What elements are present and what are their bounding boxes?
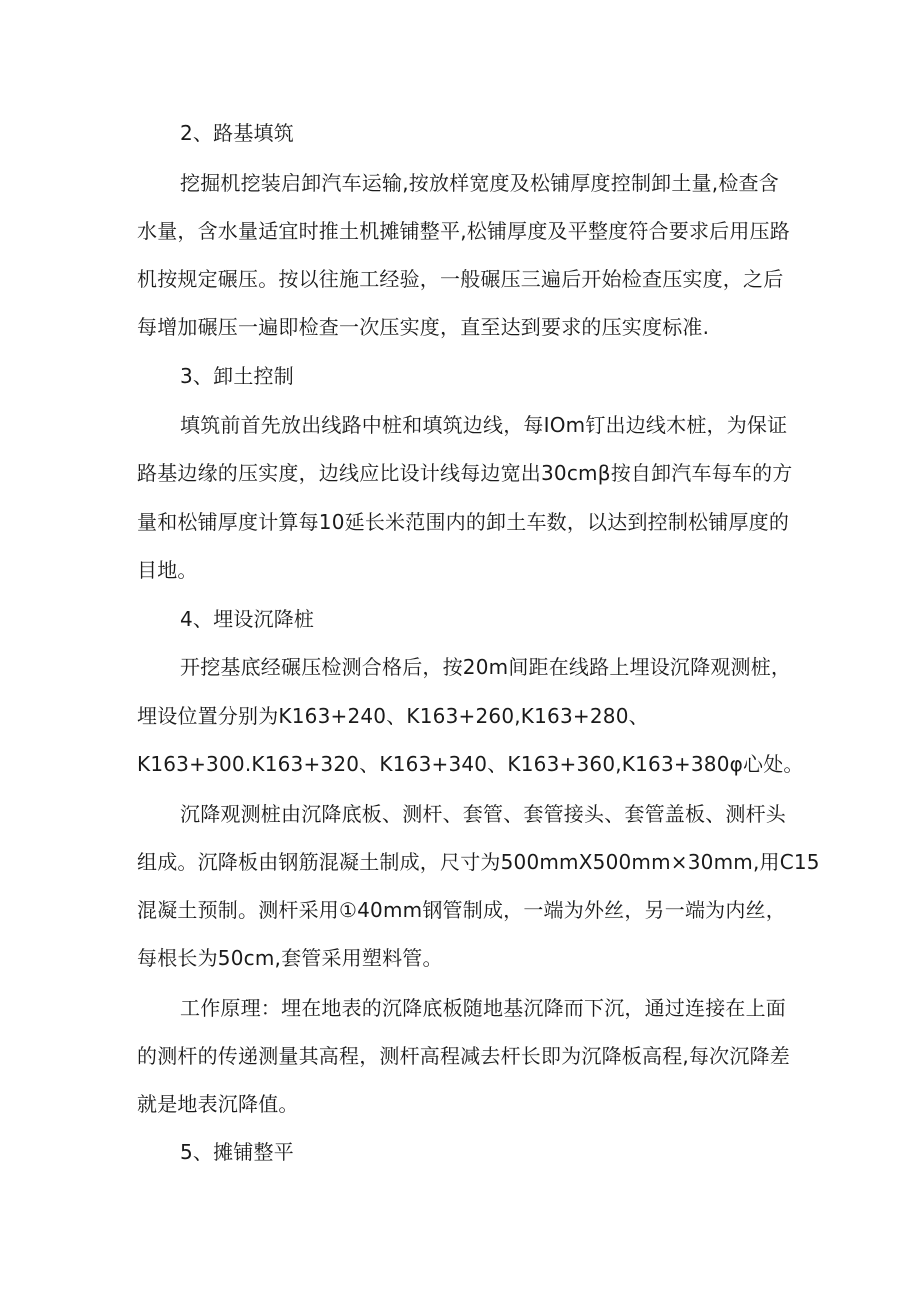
paragraph-line: 混凝土预制。测杆采用①40mm钢管制成，一端为外丝，另一端为内丝，: [137, 898, 786, 922]
paragraph-line: 埋设位置分别为K163+240、K163+260,K163+280、: [137, 704, 649, 728]
paragraph-line: 每增加碾压一遍即检查一次压实度，直至达到要求的压实度标准.: [137, 315, 710, 339]
paragraph-line: 量和松铺厚度计算每10延长米范围内的卸土车数，以达到控制松铺厚度的: [137, 510, 790, 534]
section-heading-5: 5、摊铺整平: [180, 1140, 294, 1164]
paragraph-line: 开挖基底经碾压检测合格后，按20m间距在线路上埋设沉降观测桩，: [180, 655, 792, 679]
paragraph-line: 沉降观测桩由沉降底板、测杆、套管、套管接头、套管盖板、测杆头: [180, 802, 786, 826]
paragraph-line: 目地。: [137, 558, 198, 582]
paragraph-line: K163+300.K163+320、K163+340、K163+360,K163+380φ心处。: [137, 752, 804, 776]
paragraph-line: 组成。沉降板由钢筋混凝土制成，尺寸为500mmX500mm×30mm,用C15: [137, 850, 820, 874]
paragraph-line: 就是地表沉降值。: [137, 1092, 299, 1116]
paragraph-line: 水量，含水量适宜时推土机摊铺整平,松铺厚度及平整度符合要求后用压路: [137, 219, 790, 243]
paragraph-line: 工作原理：埋在地表的沉降底板随地基沉降而下沉，通过连接在上面: [180, 996, 786, 1020]
paragraph-line: 每根长为50cm,套管采用塑料管。: [137, 946, 443, 970]
section-heading-3: 3、卸土控制: [180, 364, 294, 388]
paragraph-line: 路基边缘的压实度，边线应比设计线每边宽出30cmβ按自卸汽车每车的方: [137, 461, 793, 485]
section-heading-4: 4、埋设沉降桩: [180, 607, 315, 631]
paragraph-line: 填筑前首先放出线路中桩和填筑边线，每IOm钉出边线木桩，为保证: [180, 413, 788, 437]
section-heading-2: 2、路基填筑: [180, 121, 294, 145]
paragraph-line: 机按规定碾压。按以往施工经验，一般碾压三遍后开始检查压实度，之后: [137, 267, 784, 291]
paragraph-line: 挖掘机挖装启卸汽车运输,按放样宽度及松铺厚度控制卸土量,检查含: [180, 171, 779, 195]
paragraph-line: 的测杆的传递测量其高程，测杆高程减去杆长即为沉降板高程,每次沉降差: [137, 1044, 790, 1068]
